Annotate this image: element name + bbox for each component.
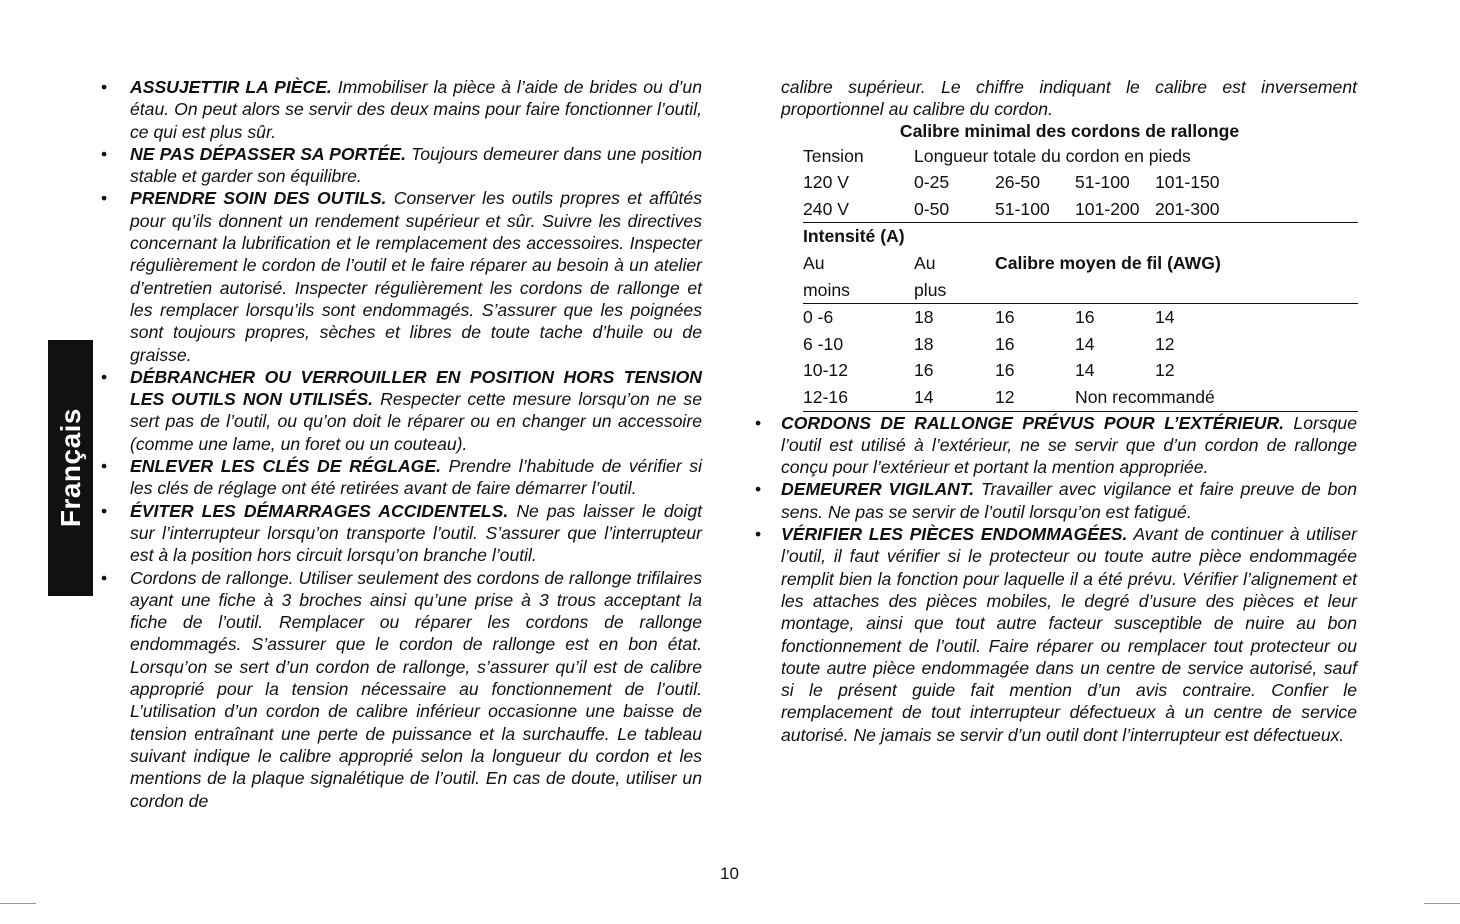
rule-body: Respecter cette mesure lorsqu’on ne se sert pas de l’outil, ou qu’on doit le réparer ou en changer un accessoire (comme une lame, un foret ou un couteau).	[130, 389, 702, 454]
language-tab-label: Français	[54, 408, 86, 528]
table-cell: 0-50	[914, 198, 950, 219]
table-cell: 10-12	[803, 360, 848, 381]
table-cell: Non recommandé	[1075, 386, 1215, 407]
table-cell: 16	[995, 360, 1015, 381]
safety-rule-item	[130, 455, 702, 500]
table-row	[803, 196, 1358, 224]
table-row	[803, 277, 1358, 305]
table-cell: 101-150	[1155, 172, 1220, 193]
table-cell: 120 V	[803, 172, 849, 193]
rule-heading: NE PAS DÉPASSER SA PORTÉE.	[130, 143, 407, 164]
table-row	[803, 169, 1358, 196]
rule-heading: ÉVITER LES DÉMARRAGES ACCIDENTELS.	[130, 500, 509, 521]
table-cell: 14	[1075, 360, 1095, 381]
rule-heading: ASSUJETTIR LA PIÈCE.	[130, 77, 332, 97]
safety-rule-item	[130, 567, 702, 812]
table-cell: Au	[803, 252, 825, 273]
safety-rule-item	[130, 143, 702, 188]
table-cell: 6 -10	[803, 333, 844, 354]
table-cell: 26-50	[995, 172, 1040, 193]
rule-body: Conserver les outils propres et affûtés pour qu’ils donnent un rendement supérieur et sûr. Suivre les directives concernant la lubrification et le remplacement des accessoires. Inspecter régulièrement le cordon de l’outil et le faire réparer au besoin à un atelier d’entretien autorisé. Inspecter régulièrement les cordons de rallonge et les remplacer lorsqu’ils sont endommagés. S’assurer que les poignées sont toujours propres, sèches et libres de toute tache d’huile ou de graisse.	[130, 188, 702, 365]
table-cell: 240 V	[803, 198, 849, 219]
language-tab	[48, 340, 93, 596]
table-cell: 201-300	[1155, 198, 1220, 219]
table-cell: 12	[1155, 333, 1175, 354]
table-cell: 16	[914, 360, 934, 381]
extension-cord-table	[803, 119, 1358, 412]
left-column	[130, 76, 702, 812]
table-row	[803, 223, 1358, 250]
table-cell: 0 -6	[803, 307, 834, 328]
table-cell: 101-200	[1075, 198, 1140, 219]
table-row	[803, 304, 1358, 331]
safety-rule-item	[781, 523, 1357, 746]
right-column	[781, 76, 1357, 746]
table-row	[803, 357, 1358, 384]
table-row	[803, 143, 1358, 170]
table-cell: 12	[995, 386, 1015, 407]
table-cell: Calibre moyen de fil (AWG)	[995, 252, 1221, 273]
rule-heading: CORDONS DE RALLONGE PRÉVUS POUR L’EXTÉRIEUR.	[781, 412, 1285, 433]
table-row	[803, 384, 1358, 412]
safety-rule-item	[130, 500, 702, 567]
rule-body: Toujours demeurer dans une position stable et garder son équilibre.	[130, 143, 702, 187]
rule-body: Ne pas laisser le doigt sur l’interrupteur lorsqu’on transporte l’outil. S’assurer que l’interrupteur est à la position hors circuit lorsqu’on branche l’outil.	[130, 500, 703, 566]
current-label: Intensité (A)	[803, 226, 905, 247]
table-cell: 12-16	[803, 386, 848, 407]
rule-heading: DÉBRANCHER OU VERROUILLER EN POSITION HORS TENSION LES OUTILS NON UTILISÉS.	[130, 366, 702, 410]
table-cell: moins	[803, 279, 850, 300]
table-title: Calibre minimal des cordons de rallonge	[899, 120, 1240, 141]
rule-body: Cordons de rallonge. Utiliser seulement des cordons de rallonge trifilaires ayant une fiche à 3 broches ainsi qu’une prise à 3 trous acceptant la fiche de l’outil. Remplacer ou réparer les cordons de rallonge endommagés. S’assurer que le cordon de rallonge est en bon état. Lorsqu’on se sert d’un cordon de rallonge, s’assurer qu’il est de calibre approprié pour la tension nécessaire au fonctionnement de l’outil. L’utilisation d’un cordon de calibre inférieur occasionne une baisse de tension entraînant une perte de puissance et la surchauffe. Le tableau suivant indique le calibre approprié selon la longueur du cordon et les mentions de la plaque signalétique de l’outil. En cas de doute, utiliser un cordon de	[130, 567, 702, 811]
page-number: 10	[720, 864, 739, 883]
crop-mark	[0, 903, 36, 904]
table-cell: 16	[995, 333, 1015, 354]
rule-heading: VÉRIFIER LES PIÈCES ENDOMMAGÉES.	[781, 524, 1128, 545]
safety-rule-item	[130, 187, 702, 365]
rule-heading: DEMEURER VIGILANT.	[781, 479, 975, 500]
table-cell: Longueur totale du cordon en pieds	[914, 145, 1191, 166]
safety-rule-item	[130, 366, 702, 455]
rule-heading: ENLEVER LES CLÉS DE RÉGLAGE.	[130, 456, 441, 477]
table-cell: 14	[1155, 307, 1175, 328]
rule-body: Prendre l’habitude de vérifier si les clés de réglage ont été retirées avant de faire démarrer l’outil.	[130, 456, 702, 499]
table-cell: plus	[914, 279, 947, 300]
table-cell: Tension	[803, 145, 864, 166]
table-cell: 18	[914, 307, 934, 328]
table-cell: 51-100	[995, 198, 1050, 219]
rule-body: Travailler avec vigilance et faire preuve de bon sens. Ne pas se servir de l’outil lorsqu’on est fatigué.	[781, 479, 1357, 522]
safety-rule-item	[781, 412, 1357, 479]
table-cell: 0-25	[914, 172, 950, 193]
rule-body: Avant de continuer à utiliser l’outil, il faut vérifier si le protecteur ou toute autre pièce endommagée remplit bien la fonction pour laquelle il a été prévu. Vérifier l’alignement et les attaches des pièces mobiles, le degré d’usure des pièces et leur montage, ainsi que tout autre facteur susceptible de nuire au bon fonctionnement de l’outil. Faire réparer ou remplacer tout protecteur ou toute autre pièce endommagée dans un centre de service autorisé, sauf si le présent guide fait mention d’un avis contraire. Confier le remplacement de tout interrupteur défectueux à un centre de service autorisé. Ne jamais se servir d’un outil dont l’interrupteur est défectueux.	[781, 524, 1358, 745]
table-row	[803, 331, 1358, 358]
intro-text: calibre supérieur. Le chiffre indiquant le calibre est inversement proportionnel au calibre du cordon.	[781, 77, 1357, 120]
table-cell: 14	[1075, 333, 1095, 354]
table-cell: 16	[1075, 307, 1095, 328]
rule-body: Lorsque l’outil est utilisé à l’extérieur, ne se servir que d’un cordon de rallonge conçu pour l’extérieur et portant la mention appropriée.	[781, 412, 1357, 478]
safety-rule-item	[781, 478, 1357, 523]
table-cell: 16	[995, 307, 1015, 328]
table-cell: 12	[1155, 360, 1175, 381]
rule-body: Immobiliser la pièce à l’aide de brides ou d’un étau. On peut alors se servir des deux mains pour faire fonctionner l’outil, ce qui est plus sûr.	[130, 77, 702, 142]
rule-heading: PRENDRE SOIN DES OUTILS.	[130, 188, 387, 209]
table-cell: 51-100	[1075, 172, 1130, 193]
table-row	[803, 250, 1358, 277]
safety-rule-item	[130, 76, 702, 143]
crop-mark	[1424, 903, 1460, 904]
table-cell: 18	[914, 333, 934, 354]
table-cell: 14	[914, 386, 934, 407]
table-cell: Au	[914, 252, 936, 273]
